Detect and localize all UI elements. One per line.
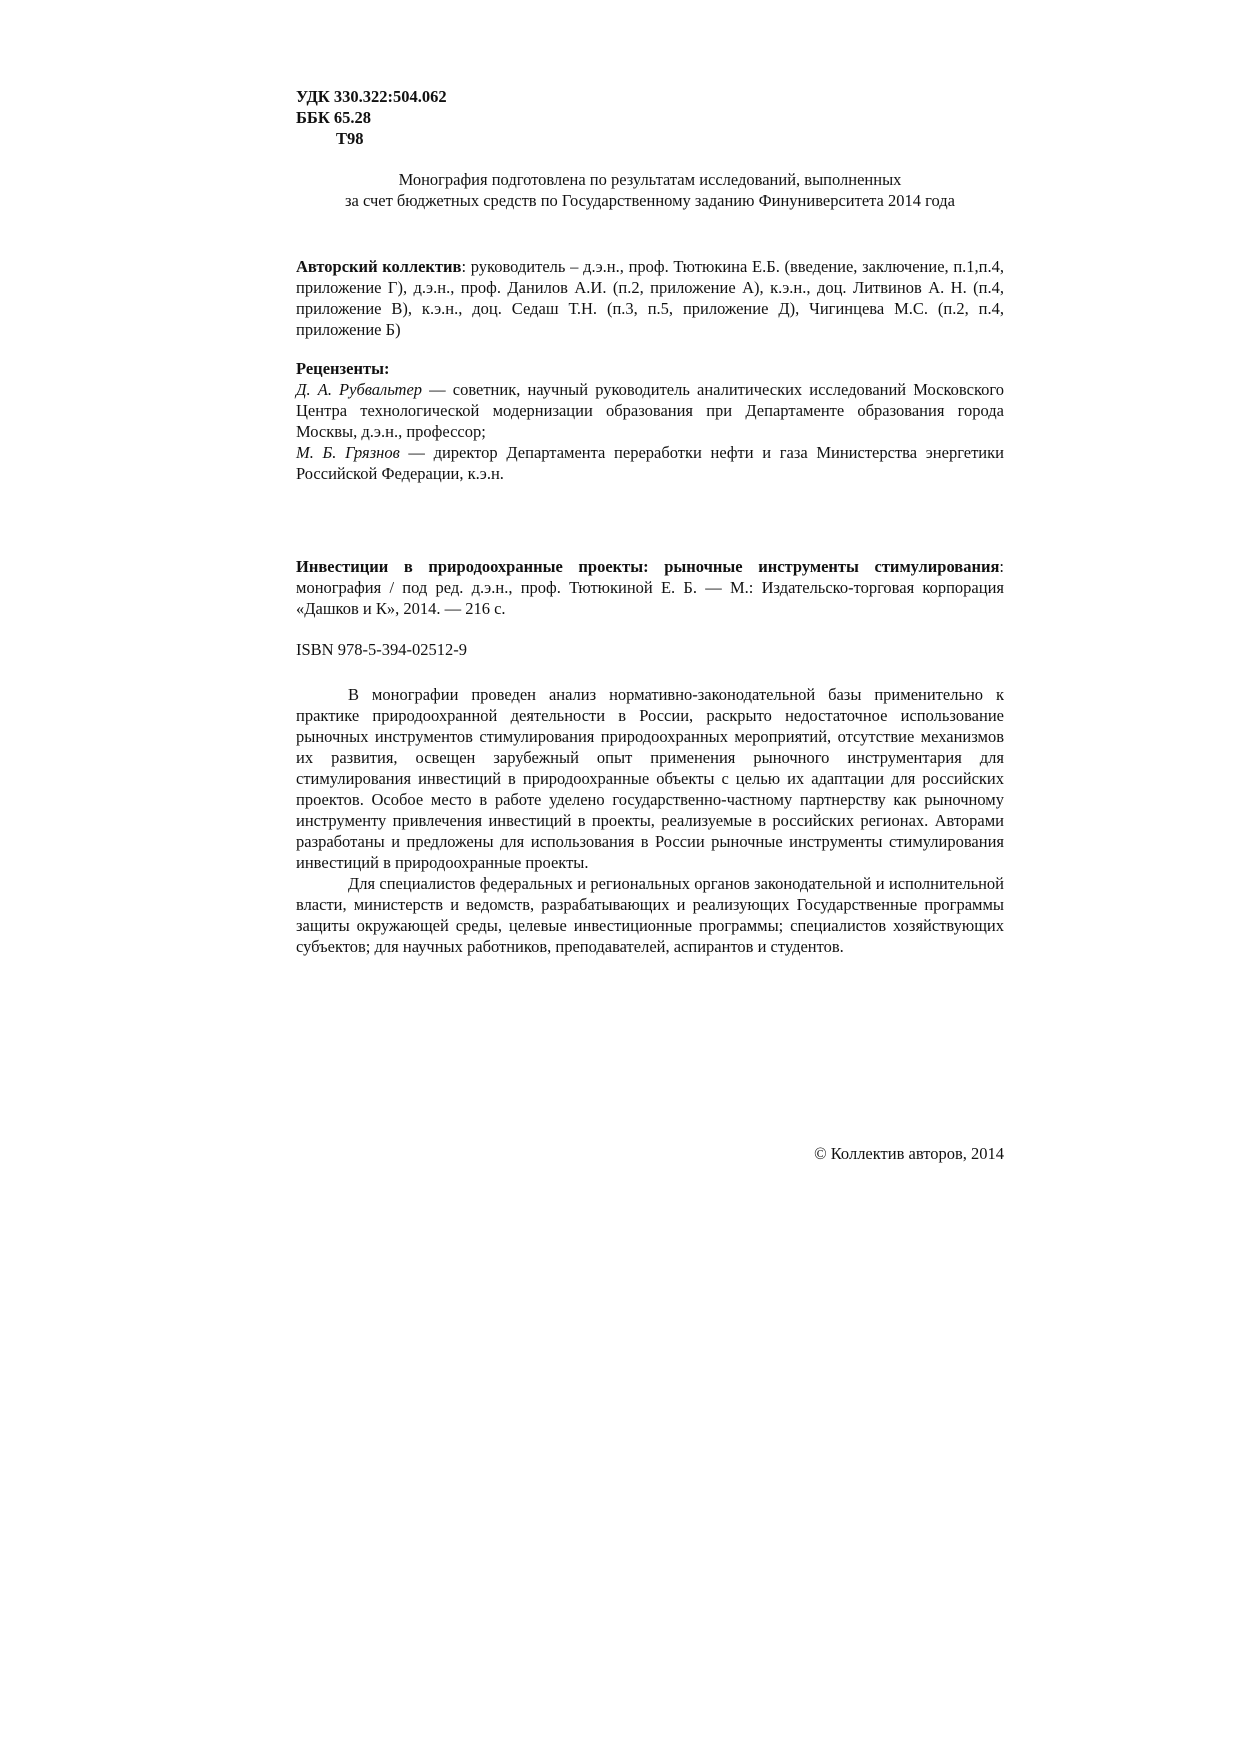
authors-label: Авторский коллектив xyxy=(296,257,462,276)
isbn: ISBN 978-5-394-02512-9 xyxy=(296,640,467,659)
copyright: © Коллектив авторов, 2014 xyxy=(814,1144,1004,1163)
authors-block xyxy=(296,256,1004,340)
reviewer-2-name: М. Б. Грязнов xyxy=(296,443,400,462)
classification-codes xyxy=(296,86,1004,149)
funding-note xyxy=(250,169,1050,211)
reviewer-1-text: — советник, научный руководитель аналитических исследований Московского Центра технологической модернизации образования при Департаменте образования города Москвы, д.э.н., профессор; xyxy=(296,380,1004,441)
annotation-paragraph-1: В монографии проведен анализ нормативно-законодательной базы применительно к практике природоохранной деятельности в России, раскрыто недостаточное использование рыночных инструментов стимулирования природоохранных мероприятий, отсутствие механизмов их развития, освещен зарубежный опыт применения рыночного инструментария для стимулирования инвестиций в природоохранные объекты с целью их адаптации для российских проектов. Особое место в работе уделено государственно-частному партнерству как рыночному инструменту привлечения инвестиций в проекты, реализуемые в российских регионах. Авторами разработаны и предложены для использования в России рыночные инструменты стимулирования инвестиций в природоохранные проекты. xyxy=(296,685,1004,872)
annotation xyxy=(296,684,1004,957)
reviewer-1 xyxy=(296,379,1004,442)
author-mark: Т98 xyxy=(336,129,364,148)
reviewers-block xyxy=(296,358,1004,484)
book-title: Инвестиции в природоохранные проекты: рыночные инструменты стимулирования xyxy=(296,557,1000,576)
funding-line-2: за счет бюджетных средств по Государственному заданию Финуниверситета 2014 года xyxy=(344,191,955,210)
bbk-code: ББК 65.28 xyxy=(296,108,372,127)
reviewer-2-text: — директор Департамента переработки нефти и газа Министерства энергетики Российской Федерации, к.э.н. xyxy=(296,443,1004,483)
authors-text: : руководитель – д.э.н., проф. Тютюкина Е.Б. (введение, заключение, п.1,п.4, приложение Г), д.э.н., проф. Данилов А.И. (п.2, приложение А), к.э.н., доц. Литвинов А. Н. (п.4, приложение В), к.э.н., доц. Седаш Т.Н. (п.3, п.5, приложение Д), Чигинцева М.С. (п.2, п.4, приложение Б) xyxy=(296,257,1004,339)
book-details: : монография / под ред. д.э.н., проф. Тютюкиной Е. Б. — М.: Издательско-торговая корпорация «Дашков и К», 2014. — 216 с. xyxy=(296,557,1004,618)
annotation-paragraph-2: Для специалистов федеральных и региональных органов законодательной и исполнительной власти, министерств и ведомств, разрабатывающих и реализующих Государственные программы защиты окружающей среды, целевые инвестиционные программы; специалистов хозяйствующих субъектов; для научных работников, преподавателей, аспирантов и студентов. xyxy=(296,874,1004,956)
bibliographic-record xyxy=(296,556,1004,619)
funding-line-1: Монография подготовлена по результатам исследований, выполненных xyxy=(398,170,902,189)
reviewer-2 xyxy=(296,442,1004,484)
udk-code: УДК 330.322:504.062 xyxy=(296,87,447,106)
reviewer-1-name: Д. А. Рубвальтер xyxy=(296,380,423,399)
reviewers-label: Рецензенты: xyxy=(296,359,390,378)
